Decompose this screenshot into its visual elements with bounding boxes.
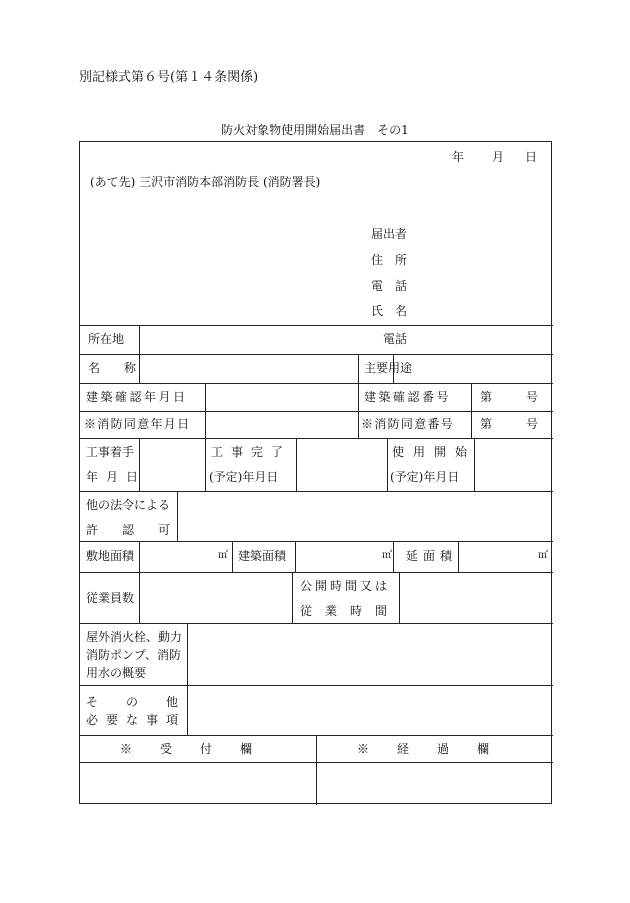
building-area-unit: ㎡ bbox=[382, 550, 392, 561]
col-divider bbox=[187, 623, 188, 735]
location-phone-label: 電話 bbox=[383, 332, 408, 346]
building-confirm-no-label: 建築確認番号 bbox=[364, 390, 452, 404]
col-divider bbox=[232, 541, 233, 572]
form-number: 別記様式第６号(第１４条関係) bbox=[79, 70, 259, 85]
building-area-label: 建築面積 bbox=[238, 549, 287, 563]
addressee: (あて先) 三沢市消防本部消防長 (消防署長) bbox=[90, 175, 321, 189]
building-no-suffix: 号 bbox=[526, 390, 539, 404]
col-divider bbox=[139, 541, 140, 572]
col-divider bbox=[205, 438, 206, 491]
phone-label: 電 話 bbox=[371, 279, 408, 293]
hydrant-label-3: 用水の概要 bbox=[86, 666, 147, 680]
other-law-label-1: 他の法令による bbox=[86, 498, 171, 512]
floor-area-unit: ㎡ bbox=[538, 550, 548, 561]
fire-consent-date-label: ※消防同意年月日 bbox=[84, 417, 191, 431]
consent-no-suffix: 号 bbox=[526, 417, 539, 431]
notifier-label: 届出者 bbox=[371, 227, 408, 241]
row-divider bbox=[80, 685, 553, 686]
location-label: 所在地 bbox=[88, 332, 125, 346]
hydrant-label-1: 屋外消火栓、動力 bbox=[86, 630, 183, 644]
date-day-label: 日 bbox=[525, 150, 538, 164]
main-use-label: 主要用途 bbox=[364, 361, 413, 375]
col-divider bbox=[358, 354, 359, 383]
site-area-label: 敷地面積 bbox=[86, 549, 135, 563]
floor-area-label: 延面積 bbox=[406, 549, 458, 563]
progress-column-header: ※経過欄 bbox=[357, 742, 518, 756]
col-divider bbox=[358, 383, 359, 438]
reception-column-header: ※受付欄 bbox=[120, 742, 281, 756]
col-divider bbox=[471, 383, 472, 438]
address-label: 住 所 bbox=[371, 253, 408, 267]
construction-end-label-1: 工事完了 bbox=[211, 445, 292, 459]
employees-label: 従業員数 bbox=[86, 591, 135, 605]
col-divider bbox=[458, 541, 459, 572]
col-divider bbox=[296, 438, 297, 491]
col-divider bbox=[393, 541, 394, 572]
other-label-2: 必要な事項 bbox=[86, 713, 187, 727]
construction-end-label-2: (予定)年月日 bbox=[209, 470, 279, 484]
col-divider bbox=[295, 541, 296, 572]
other-law-label-2: 許認可 bbox=[86, 523, 195, 537]
name-label: 氏 名 bbox=[371, 304, 408, 318]
site-area-unit: ㎡ bbox=[218, 550, 228, 561]
row-divider bbox=[80, 491, 553, 492]
construction-start-label-2: 年月日 bbox=[86, 470, 147, 484]
date-month-label: 月 bbox=[492, 150, 505, 164]
building-confirm-date-label: 建築確認年月日 bbox=[86, 390, 188, 404]
col-divider bbox=[316, 735, 317, 805]
col-divider bbox=[292, 572, 293, 623]
row-divider bbox=[80, 411, 553, 412]
row-divider bbox=[80, 541, 553, 542]
other-label-1: その他 bbox=[86, 695, 207, 709]
facility-name-label: 名称 bbox=[88, 361, 161, 375]
consent-no-prefix: 第 bbox=[480, 417, 493, 431]
date-year-label: 年 bbox=[452, 150, 465, 164]
row-divider bbox=[80, 623, 553, 624]
use-start-label-1: 使用開始 bbox=[392, 445, 477, 459]
form-table bbox=[79, 141, 552, 804]
col-divider bbox=[205, 383, 206, 438]
row-divider bbox=[80, 325, 553, 326]
building-no-prefix: 第 bbox=[480, 390, 493, 404]
construction-start-label-1: 工事着手 bbox=[86, 445, 135, 459]
form-title: 防火対象物使用開始届出書 その1 bbox=[221, 123, 409, 137]
use-start-label-2: (予定)年月日 bbox=[390, 470, 460, 484]
public-hours-label-2: 従業時間 bbox=[300, 604, 401, 618]
fire-consent-no-label: ※消防同意番号 bbox=[361, 417, 455, 431]
row-divider bbox=[80, 572, 553, 573]
row-divider bbox=[80, 354, 553, 355]
col-divider bbox=[139, 572, 140, 623]
public-hours-label-1: 公開時間又は bbox=[300, 579, 391, 593]
row-divider bbox=[80, 438, 553, 439]
col-divider bbox=[387, 438, 388, 491]
hydrant-label-2: 消防ポンプ、消防 bbox=[86, 648, 182, 662]
row-divider bbox=[80, 383, 553, 384]
